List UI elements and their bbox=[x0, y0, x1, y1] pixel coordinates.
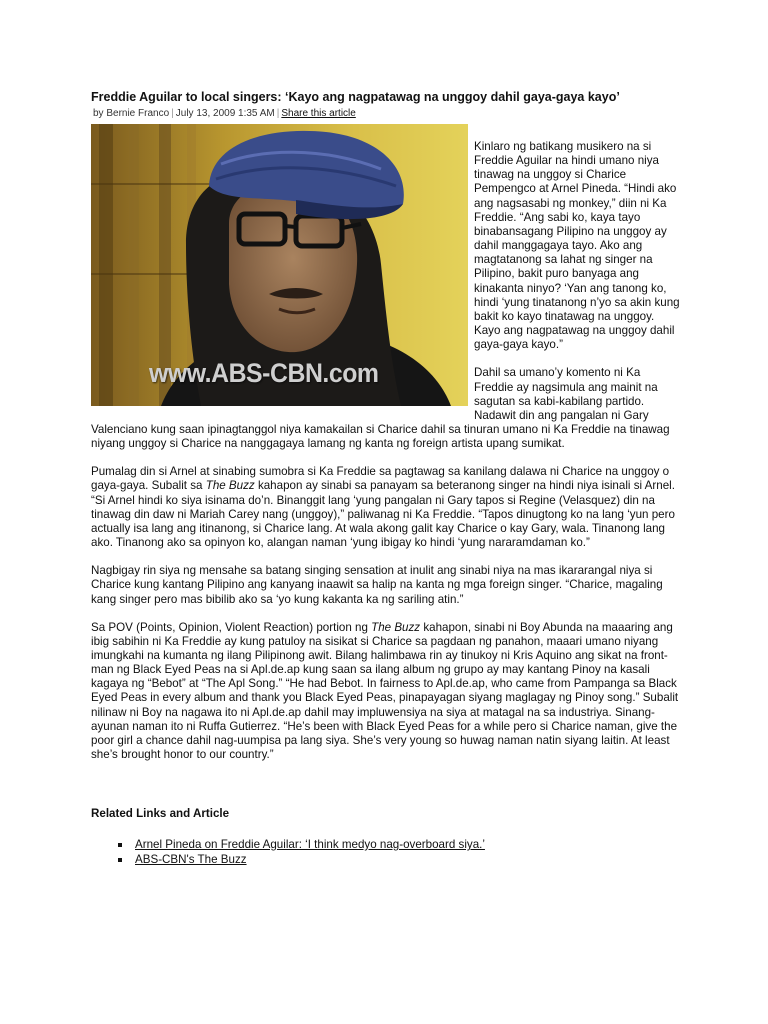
list-item bbox=[118, 838, 485, 853]
article-paragraph: Nagbigay rin siya ng mensahe sa batang singing sensation at inulit ang sinabi niya na mas ikararangal niya si Charice kung kantang Pilipino ang kanyang inaawit sa halip na kanta ng mga foreign singer. “Charice, magaling kang singer pero mas bibilib ako sa ‘yo kung kakanta ka ng sariling atin.” bbox=[91, 564, 663, 606]
share-article-link[interactable]: Share this article bbox=[281, 108, 356, 119]
related-links-heading: Related Links and Article bbox=[91, 807, 230, 820]
related-links-list bbox=[118, 838, 485, 867]
byline-separator: | bbox=[276, 108, 280, 119]
related-link-the-buzz[interactable]: ABS-CBN's The Buzz bbox=[135, 852, 247, 866]
article-body bbox=[91, 140, 681, 776]
paragraph-text: kahapon, sinabi ni Boy Abunda na maaaring ang ibig sabihin ni Ka Freddie ay kung patuloy na sisikat si Charice sa pagdaan ng panahon, maaari umano niyang imungkahi na kumanta ng ilang Pilipinong awit. Bilang halimbawa rin ay tinukoy ni Kris Aquino ang sikat na front-man ng Black Eyed Peas na si Apl.de.ap kung saan sa ilang album ng grupo ay may kantang Pinoy na kasali kagaya ng “Bebot” at “The Apl Song.” “He had Bebot. In fairness to Apl.de.ap, who came from Pampanga sa Black Eyed Peas in every album and thank you Black Eyed Peas, pinapayagan siyang maglagay ng Pinoy song.” Subalit nilinaw ni Boy na nagawa ito ni Apl.de.ap dahil may impluwensiya na siya at matagal na sa industriya. Sinang-ayunan naman ito ni Ruffa Gutierrez. “He’s been with Black Eyed Peas for a while pero si Charice naman, give the poor girl a chance dahil nag-uumpisa pa lang siya. She’s very young so huwag naman natin siyang laitin. At least she’s brought honor to our country.” bbox=[91, 620, 679, 762]
paragraph-text: Sa POV (Points, Opinion, Violent Reaction) portion ng bbox=[91, 620, 372, 634]
photo-watermark: www.ABS-CBN.com bbox=[149, 358, 379, 388]
paragraph-text: Pumalag din si Arnel at sinabing sumobra si Ka Freddie sa pagtawag sa kanilang dalawa ni Charice na unggoy o gaya-gaya. Subalit sa bbox=[91, 465, 670, 493]
related-link-arnel-pineda[interactable]: Arnel Pineda on Freddie Aguilar: ‘I think medyo nag-overboard siya.’ bbox=[135, 838, 485, 851]
show-title: The Buzz bbox=[371, 620, 421, 634]
byline bbox=[93, 108, 356, 119]
byline-separator: | bbox=[171, 108, 174, 119]
paragraph-text: kahapon ay sinabi sa panayam sa beteranong singer na hindi niya isinali si Arnel. “Si Arnel hindi ko siya isinama do’n. Binanggit lang ‘yung pangalan ni Gary tapos si Regine (Velasquez) din na tinawag din daw ni Mariah Carey nang (unggoy),” paliwanag ni Ka Freddie. “Tapos dinugtong ko na lang ‘yun pero actually isa lang ang itinanong, si Charice lang. At wala akong galit kay Charice o kay Gary, wala. Tinanong lang ako. Tinanong ako sa opinyon ko, alangan naman ‘yung ibigay ko hindi ‘yung nararamdaman ko.” bbox=[91, 479, 675, 550]
article-paragraph: Kinlaro ng batikang musikero na si Freddie Aguilar na hindi umano niya tinawag na unggoy si Charice Pempengco at Arnel Pineda. “Hindi ako ang nagsasabi ng monkey,” diin ni Ka Freddie. “Ang sabi ko, kaya tayo binabansagang Pilipino na unggoy ay dahil manggagaya tayo. Ako ang magtatanong sa lahat ng singer na Pilipino, bakit puro banyaga ang kinakanta ninyo? ‘Yan ang tanong ko, hindi ‘yung tinatanong n’yo sa akin kung bakit ko kayo tinatawag na unggoy. Kayo ang nagpatawag na unggoy dahil gaya-gaya kayo.” bbox=[474, 140, 680, 352]
article-paragraph: Dahil sa umano’y komento ni Ka Freddie ay nagsimula ang mainit na sagutan sa kabi-kabilang partido. Nadawit din ang pangalan ni Gary Valenciano kung saan ipinagtanggol niya kamakailan si Charice dahil sa tinuran umano ni Ka Freddie na tinawag niyang unggoy si Charice na nanggagaya lamang ng kanta ng foreign artista upang sumikat. bbox=[91, 366, 670, 451]
article-paragraph bbox=[91, 621, 681, 763]
byline-date: July 13, 2009 1:35 AM bbox=[175, 108, 275, 119]
byline-author: by Bernie Franco bbox=[93, 108, 170, 119]
list-item bbox=[118, 853, 485, 868]
article-headline: Freddie Aguilar to local singers: ‘Kayo ang nagpatawag na unggoy dahil gaya-gaya kayo’ bbox=[91, 90, 620, 104]
photo-spacer bbox=[91, 140, 468, 410]
article-paragraph bbox=[91, 465, 681, 550]
show-title: The Buzz bbox=[205, 479, 255, 493]
